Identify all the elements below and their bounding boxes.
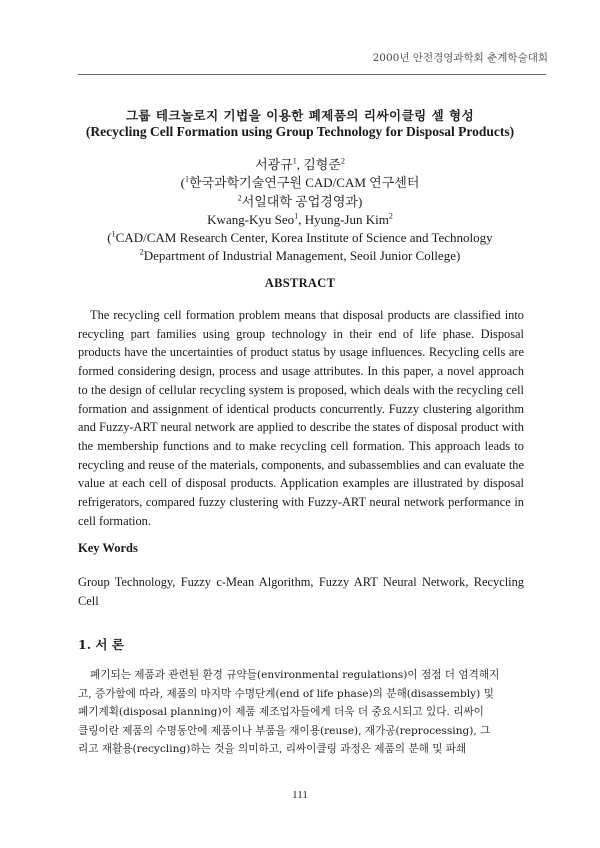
header-divider xyxy=(78,74,546,75)
affiliation-1-korean: ($^1$한국과학기술연구원 CAD/CAM 연구센터 xyxy=(180,174,420,191)
keywords-heading: Key Words xyxy=(78,541,138,555)
body-line: 폐기되는 제품과 관련된 환경 규약들(environmental regulations)이 점점 더 엄격해지 xyxy=(90,669,500,681)
affiliation-2-korean: $^2$서일대학 공업경영과) xyxy=(237,193,363,209)
abstract-heading: ABSTRACT xyxy=(264,276,336,290)
section-1-heading: 1. 서 론 xyxy=(78,637,124,652)
paper-title-korean: 그룹 테크놀로지 기법을 이용한 폐제품의 리싸이클링 셀 형성 xyxy=(125,108,475,123)
paper-title-english: (Recycling Cell Formation using Group Technology for Disposal Products) xyxy=(85,124,515,139)
page-number: 111 xyxy=(292,789,308,801)
body-line: 고, 증가함에 따라, 제품의 마지막 수명단계(end of life phase)의 분해(disassembly) 및 xyxy=(78,687,494,700)
section-1-body xyxy=(78,666,524,759)
body-line: 폐기계획(disposal planning)이 제품 제조업자들에게 더욱 더 중요시되고 있다. 리싸이 xyxy=(78,706,484,719)
body-line: 클링이란 제품의 수명동안에 제품이나 부품을 재이용(reuse), 재가공(reprocessing), 그 xyxy=(78,724,491,737)
author-names-english: Kwang-Kyu Seo$^1$, Hyung-Jun Kim$^2$ xyxy=(207,211,393,227)
conference-header: 2000년 안전경영과학회 춘계학술대회 xyxy=(372,52,548,64)
affiliation-1-english: ($^1$CAD/CAM Research Center, Korea Institute of Science and Technology xyxy=(107,229,493,246)
author-block xyxy=(0,156,600,266)
affiliation-2-english: $^2$Department of Industrial Management, Seoil Junior College) xyxy=(139,248,461,264)
abstract-body: The recycling cell formation problem means that disposal products are classified into recycling part families using group technology in their end of life phase. Disposal products have the uncertainties of product status by usage influences. Recycling cells are formed considering design, process and usage attributes. In this paper, a novel approach to the design of cellular recycling system is proposed, which deals with the recycling cell formation and assignment of identical products concurrently. Fuzzy clustering algorithm and Fuzzy-ART neural network are applied to describe the states of disposal product with the membership functions and to make recycling cell formation. This approach leads to recycling and reuse of the materials, components, and subassemblies and can evaluate the value at each cell of disposal products. Application examples are illustrated by disposal refrigerators, compared fuzzy clustering with Fuzzy-ART neural network performance in cell formation. xyxy=(78,308,524,528)
keywords-body: Group Technology, Fuzzy c-Mean Algorithm, Fuzzy ART Neural Network, Recycling Cell xyxy=(78,575,524,608)
body-line: 리고 재활용(recycling)하는 것을 의미하고, 리싸이클링 과정은 제품의 분해 및 파쇄 xyxy=(78,743,467,756)
author-names-korean: 서광규$^1$, 김형준$^2$ xyxy=(255,156,345,172)
